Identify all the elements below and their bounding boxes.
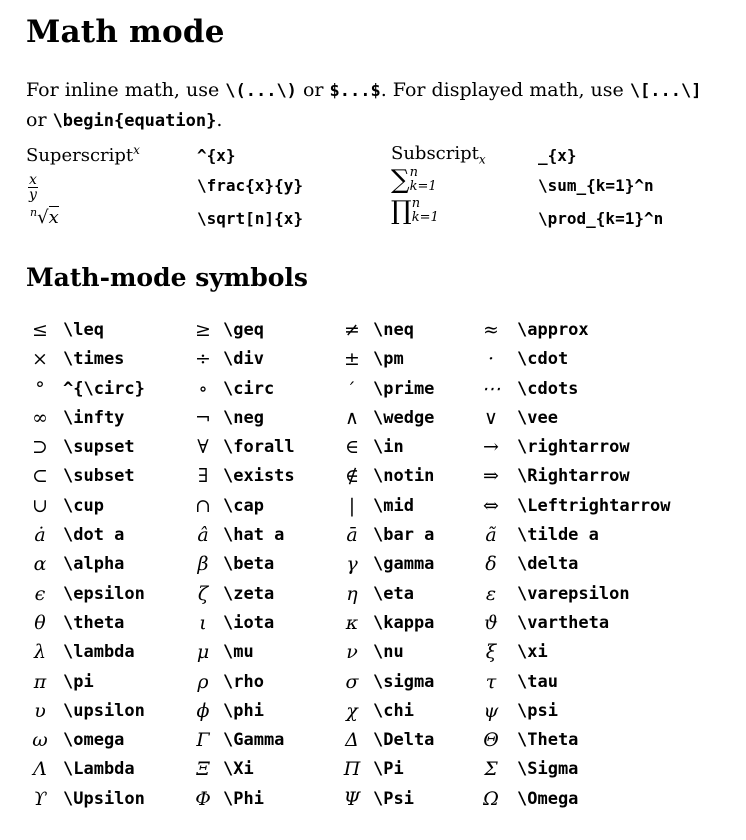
symbol-glyph: θ xyxy=(34,611,46,634)
symbol-glyph: ≈ xyxy=(483,319,499,341)
intro-code-begin-equation: \begin{equation} xyxy=(52,111,217,131)
symbol-command: \notin xyxy=(373,466,435,487)
fraction-example xyxy=(28,168,38,202)
symbol-row xyxy=(26,462,726,491)
symbol-glyph: χ xyxy=(346,699,358,722)
symbol-command: \upsilon xyxy=(63,700,145,721)
symbol-command: \Theta xyxy=(517,730,579,751)
symbol-glyph: Φ xyxy=(195,787,211,810)
superscript-code: ^{x} xyxy=(197,146,236,165)
symbol-command: \xi xyxy=(517,642,548,663)
product-operator: ∏ xyxy=(391,196,412,226)
symbol-table xyxy=(26,316,726,814)
symbol-row xyxy=(26,668,726,697)
symbol-command: \vee xyxy=(517,407,558,428)
symbol-command: \Delta xyxy=(373,730,435,751)
symbol-command: \sigma xyxy=(373,671,435,692)
symbol-glyph: ϑ xyxy=(484,611,498,634)
symbol-glyph: π xyxy=(33,670,47,693)
symbol-command: \varepsilon xyxy=(517,583,630,604)
symbol-glyph: Ξ xyxy=(196,758,210,781)
symbol-glyph: υ xyxy=(34,699,46,722)
symbol-command: \alpha xyxy=(63,554,125,575)
superscript-exponent: x xyxy=(133,143,140,157)
symbol-command: \exists xyxy=(223,466,295,487)
symbol-command: \psi xyxy=(517,700,558,721)
symbol-command: \kappa xyxy=(373,612,435,633)
symbol-glyph: ∨ xyxy=(484,406,498,429)
page-title: Math mode xyxy=(26,14,225,50)
symbol-command: \phi xyxy=(223,700,264,721)
symbol-glyph: ζ xyxy=(197,582,209,605)
symbol-command: \cdots xyxy=(517,378,579,399)
symbol-command: \omega xyxy=(63,730,125,751)
symbol-row xyxy=(26,345,726,374)
symbol-glyph: κ xyxy=(345,611,359,634)
symbol-glyph: ψ xyxy=(483,699,499,722)
symbol-command: \gamma xyxy=(373,554,435,575)
fraction-code: \frac{x}{y} xyxy=(197,176,303,195)
symbol-glyph: Ψ xyxy=(343,787,361,810)
symbol-glyph: γ xyxy=(346,553,358,576)
symbol-glyph: ε xyxy=(485,582,497,605)
symbol-command: \rho xyxy=(223,671,264,692)
product-example xyxy=(391,196,439,226)
sqrt-sign: √ xyxy=(37,207,49,228)
symbol-row xyxy=(26,697,726,726)
symbol-command: \circ xyxy=(223,378,275,399)
symbol-glyph: σ xyxy=(345,670,359,693)
symbol-command: \bar a xyxy=(373,525,435,546)
symbol-row xyxy=(26,726,726,755)
symbol-glyph: ∉ xyxy=(344,465,360,488)
symbol-command: \supset xyxy=(63,437,135,458)
subscript-example xyxy=(391,143,486,167)
sqrt-index: n xyxy=(30,206,38,219)
product-limits xyxy=(412,197,439,225)
symbol-row xyxy=(26,755,726,784)
symbol-command: \Lambda xyxy=(63,759,135,780)
subscript-code: _{x} xyxy=(538,146,577,165)
product-code: \prod_{k=1}^n xyxy=(538,209,664,228)
symbol-glyph: Δ xyxy=(345,729,359,752)
symbol-command: \Phi xyxy=(223,788,264,809)
symbol-row xyxy=(26,580,726,609)
symbol-row xyxy=(26,638,726,667)
symbol-command: \geq xyxy=(223,320,264,340)
symbol-glyph: ⋯ xyxy=(481,377,501,400)
symbol-row xyxy=(26,433,726,462)
symbol-command: \neq xyxy=(373,320,414,340)
symbol-command: \rightarrow xyxy=(517,437,630,458)
sum-limits xyxy=(410,166,437,194)
symbol-command: \dot a xyxy=(63,525,125,546)
intro-code-inline-dollar: $...$ xyxy=(329,81,381,101)
symbol-glyph: Σ xyxy=(484,758,498,781)
fraction-denominator: y xyxy=(28,187,37,203)
symbol-glyph: ⊂ xyxy=(32,465,48,488)
sum-lower-limit: k=1 xyxy=(409,179,437,194)
symbol-glyph: τ xyxy=(485,670,497,693)
symbol-glyph: â xyxy=(197,524,209,547)
symbol-glyph: ⇔ xyxy=(483,494,499,517)
symbol-command: \mu xyxy=(223,642,254,663)
sum-upper-limit: n xyxy=(409,165,418,180)
symbol-command: \prime xyxy=(373,378,435,399)
symbol-glyph: Π xyxy=(343,758,361,781)
symbol-command: ^{\circ} xyxy=(63,378,145,399)
symbol-glyph: ȧ xyxy=(34,524,46,547)
symbol-command: \Pi xyxy=(373,759,404,780)
symbol-glyph: ∘ xyxy=(198,377,208,400)
symbol-command: \eta xyxy=(373,583,414,604)
sqrt-code: \sqrt[n]{x} xyxy=(197,209,303,228)
symbol-glyph: ν xyxy=(346,641,358,664)
symbol-command: \leq xyxy=(63,320,104,340)
symbol-glyph: ≥ xyxy=(195,319,211,341)
symbol-command: \Sigma xyxy=(517,759,579,780)
sum-operator: ∑ xyxy=(391,165,410,195)
symbol-command: \mid xyxy=(373,495,414,516)
symbol-command: \forall xyxy=(223,437,295,458)
symbol-command: \beta xyxy=(223,554,275,575)
intro-text-2: or xyxy=(296,79,330,101)
sqrt-radicand: x xyxy=(48,207,59,228)
symbol-glyph: μ xyxy=(196,641,210,664)
subscript-index: x xyxy=(478,152,486,167)
symbol-glyph: ≤ xyxy=(32,319,48,341)
symbol-row xyxy=(26,316,726,345)
symbol-glyph: Ω xyxy=(483,787,499,810)
symbol-command: \Psi xyxy=(373,788,414,809)
symbol-command: \zeta xyxy=(223,583,275,604)
symbol-glyph: ξ xyxy=(485,641,497,664)
symbol-command: \vartheta xyxy=(517,612,610,633)
symbol-glyph: λ xyxy=(33,641,47,664)
intro-code-display-bracket: \[...\] xyxy=(629,81,702,101)
symbol-glyph: ∈ xyxy=(344,436,360,459)
symbol-glyph: β xyxy=(197,553,209,576)
symbol-row xyxy=(26,375,726,404)
superscript-label: Superscript xyxy=(26,145,134,166)
symbol-command: \Upsilon xyxy=(63,788,145,809)
basic-constructs xyxy=(26,143,726,243)
symbol-row xyxy=(26,521,726,550)
symbol-glyph: ϕ xyxy=(196,699,210,722)
intro-text-3: . For displayed math, use xyxy=(380,79,630,101)
intro-paragraph xyxy=(26,76,726,136)
symbol-command: \theta xyxy=(63,612,125,633)
symbol-command: \in xyxy=(373,437,404,458)
sum-code: \sum_{k=1}^n xyxy=(538,176,654,195)
symbol-glyph: ∩ xyxy=(195,494,211,517)
symbol-glyph: ∃ xyxy=(197,465,209,488)
symbol-glyph: ρ xyxy=(197,670,209,693)
symbol-glyph: α xyxy=(33,553,47,576)
symbol-command: \pm xyxy=(373,349,404,370)
symbol-glyph: ≠ xyxy=(344,319,360,341)
symbol-glyph: ⇒ xyxy=(483,465,499,488)
symbol-command: \pi xyxy=(63,671,94,692)
intro-text-5: . xyxy=(216,109,223,131)
symbol-glyph: ′ xyxy=(349,377,355,400)
symbol-glyph: δ xyxy=(485,553,497,576)
symbol-command: \nu xyxy=(373,642,404,663)
symbol-glyph: ϒ xyxy=(33,787,47,810)
symbol-glyph: ι xyxy=(199,611,207,634)
symbol-command: \hat a xyxy=(223,525,285,546)
symbol-glyph: ± xyxy=(344,348,360,371)
symbol-glyph: ∞ xyxy=(32,406,48,429)
symbol-command: \cap xyxy=(223,495,264,516)
symbols-section-title: Math-mode symbols xyxy=(26,263,308,292)
symbol-glyph: ϵ xyxy=(34,582,46,605)
symbol-command: \delta xyxy=(517,554,579,575)
product-lower-limit: k=1 xyxy=(411,210,439,225)
symbol-glyph: ⊃ xyxy=(32,436,48,459)
symbol-command: \Xi xyxy=(223,759,254,780)
symbol-row xyxy=(26,404,726,433)
symbol-glyph: ∀ xyxy=(197,436,209,459)
symbol-glyph: Γ xyxy=(196,729,210,752)
symbol-command: \approx xyxy=(517,320,589,340)
product-upper-limit: n xyxy=(411,196,421,211)
symbol-command: \times xyxy=(63,349,125,370)
symbol-glyph: ∪ xyxy=(32,494,48,517)
symbol-glyph: ¬ xyxy=(195,406,211,429)
symbol-command: \wedge xyxy=(373,407,435,428)
symbol-command: \epsilon xyxy=(63,583,145,604)
symbol-glyph: ã xyxy=(485,524,497,547)
symbol-row xyxy=(26,492,726,521)
intro-text-4: or xyxy=(26,109,53,131)
symbol-command: \infty xyxy=(63,407,125,428)
sum-example xyxy=(391,165,437,195)
symbol-glyph: → xyxy=(483,436,499,459)
symbol-command: \Omega xyxy=(517,788,579,809)
symbol-command: \subset xyxy=(63,466,135,487)
intro-text-1: For inline math, use xyxy=(26,79,226,101)
symbol-command: \tilde a xyxy=(517,525,599,546)
symbol-glyph: ° xyxy=(35,377,45,400)
subscript-label: Subscript xyxy=(391,143,479,164)
symbol-row xyxy=(26,550,726,579)
symbol-row xyxy=(26,785,726,814)
symbol-glyph: ÷ xyxy=(195,348,211,371)
intro-code-inline-paren: \(...\) xyxy=(225,81,297,101)
symbol-command: \neg xyxy=(223,407,264,428)
symbol-command: \tau xyxy=(517,671,558,692)
symbol-glyph: ω xyxy=(32,729,48,752)
symbol-command: \Rightarrow xyxy=(517,466,630,487)
symbol-glyph: ā xyxy=(346,524,358,547)
superscript-example xyxy=(26,143,140,166)
symbol-command: \div xyxy=(223,349,264,370)
symbol-row xyxy=(26,609,726,638)
symbol-command: \cdot xyxy=(517,349,569,370)
symbol-glyph: Λ xyxy=(33,758,47,781)
symbol-command: \lambda xyxy=(63,642,135,663)
symbol-command: \Leftrightarrow xyxy=(517,495,671,516)
fraction-numerator: x xyxy=(29,172,37,188)
symbol-command: \Gamma xyxy=(223,730,285,751)
symbol-glyph: η xyxy=(346,582,358,605)
symbol-glyph: ∧ xyxy=(345,406,359,429)
sqrt-example xyxy=(30,206,59,228)
symbol-command: \cup xyxy=(63,495,104,516)
symbol-glyph: · xyxy=(487,348,495,371)
symbol-glyph: × xyxy=(32,348,48,371)
symbol-command: \iota xyxy=(223,612,275,633)
symbol-command: \chi xyxy=(373,700,414,721)
symbol-glyph: | xyxy=(348,494,356,517)
fraction-glyph xyxy=(28,173,38,202)
symbol-glyph: Θ xyxy=(483,729,499,752)
